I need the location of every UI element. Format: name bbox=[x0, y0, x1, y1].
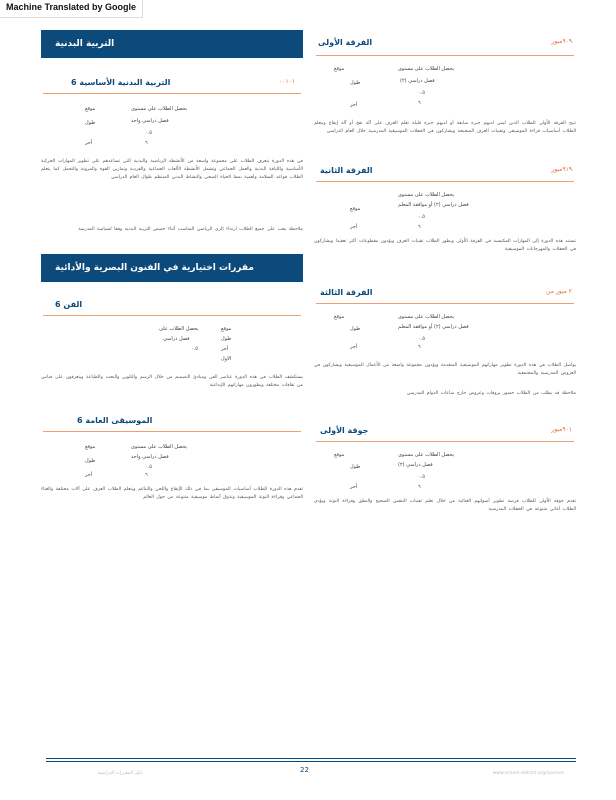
course-header bbox=[316, 34, 574, 56]
meta-label: طول bbox=[350, 326, 361, 332]
page-number: 22 bbox=[300, 766, 309, 774]
meta-value: ٦ bbox=[418, 484, 421, 490]
meta-label: طول bbox=[221, 336, 232, 342]
meta-value: ٠.٥ bbox=[418, 214, 425, 220]
meta-value: ٦ bbox=[418, 100, 421, 106]
section-header-physical-education bbox=[41, 30, 303, 58]
course-title: الفرقة الأولى bbox=[318, 38, 373, 47]
section-title: مقررات اختيارية في الفنون البصرية والأدائية bbox=[55, 263, 254, 273]
course-band-1 bbox=[314, 34, 576, 136]
meta-value: فصل دراسي (٢) أو موافقة المعلم bbox=[398, 324, 469, 330]
course-header bbox=[43, 412, 301, 432]
course-code: ٢ ميور من bbox=[546, 288, 572, 295]
course-band-2 bbox=[314, 162, 576, 254]
course-code: ٩٠٩ميور bbox=[551, 38, 572, 45]
meta-value: فصل دراسي (٢) أو موافقة المعلم bbox=[398, 202, 469, 208]
meta-label: موقع bbox=[221, 326, 232, 332]
course-meta bbox=[41, 438, 303, 478]
meta-label: أجر bbox=[221, 346, 229, 352]
course-art bbox=[41, 296, 303, 390]
course-title: الموسيقى العامة 6 bbox=[77, 416, 153, 425]
meta-label: موقع bbox=[350, 206, 361, 212]
meta-label: موقع bbox=[334, 452, 345, 458]
footer-rule bbox=[46, 758, 576, 759]
course-title: الفن 6 bbox=[55, 300, 83, 309]
course-meta bbox=[314, 448, 576, 492]
meta-value: ٠.٥ bbox=[145, 130, 152, 136]
meta-label: أجر bbox=[350, 484, 358, 490]
meta-value: ٠.٥ bbox=[418, 336, 425, 342]
meta-label: أجر bbox=[350, 224, 358, 230]
course-code: ٩٠١ميور bbox=[551, 426, 572, 433]
course-header bbox=[43, 296, 301, 316]
meta-value: يحصل الطلاب على مستوى bbox=[398, 314, 455, 320]
meta-label: موقع bbox=[334, 66, 345, 72]
course-description: تتيح الفرقة الأولى للطلاب الذين ليس لديهم خبرة سابقة أو لديهم خبرة قليلة تعلم العزف على آلة نفخ أو آلة إيقاع ويتعلم الطلاب أساسيات قراءة الموسيقى وتقنيات العزف الصحيحة ويشاركون في الحفلات الموسيقية المدرسية خلال العام الدراسي bbox=[314, 121, 576, 134]
course-title: جوقة الأولى bbox=[320, 426, 369, 435]
footer-rule bbox=[46, 761, 576, 762]
section-title: التربية البدنية bbox=[55, 39, 115, 49]
meta-value: ٠.٥ bbox=[418, 90, 425, 96]
course-meta bbox=[41, 100, 303, 148]
meta-value: ٦ bbox=[145, 472, 148, 478]
meta-value: ٦ bbox=[418, 344, 421, 350]
machine-translation-banner: Machine Translated by Google bbox=[0, 0, 143, 18]
course-general-music bbox=[41, 412, 303, 502]
course-title: التربية البدنية الأساسية 6 bbox=[71, 78, 171, 87]
meta-label: طول bbox=[350, 80, 361, 86]
right-column bbox=[314, 30, 576, 514]
meta-label: أجر bbox=[350, 344, 358, 350]
left-column bbox=[41, 30, 303, 502]
course-description: تقدم جوقة الأولى للطلاب فرصة تطوير أصواتهم الغنائية من خلال تعلم تقنيات التنفس الصحيح والنطق وقراءة النوتة ويؤدي الطلاب أغاني متنوعة في الحفلات المدرسية bbox=[314, 499, 576, 512]
meta-label: الاول bbox=[221, 356, 232, 362]
course-description: تستند هذه الدورة إلى المهارات المكتسبة في الفرقة الأولى ويطور الطلاب تقنيات العزف ويؤدون مقطوعات أكثر تعقيدا ويشاركون في الحفلات والمهرجانات الموسيقية bbox=[314, 239, 576, 252]
course-description: يواصل الطلاب في هذه الدورة تطوير مهاراتهم الموسيقية المتقدمة ويؤدون مجموعة واسعة من الأعمال الموسيقية ويشاركون في العروض المدرسية والمجتمعية bbox=[314, 363, 576, 376]
meta-value: فصل دراسي (٢) bbox=[400, 78, 435, 84]
meta-label: طول bbox=[85, 458, 96, 464]
course-code: ٩١٩ميور bbox=[551, 166, 572, 173]
course-meta bbox=[314, 310, 576, 354]
meta-value: ٠.٥ bbox=[145, 464, 152, 470]
course-header bbox=[316, 284, 574, 304]
course-basic-pe bbox=[41, 74, 303, 234]
meta-label: أجر bbox=[350, 102, 358, 108]
course-header bbox=[316, 422, 574, 442]
meta-value: فصل دراسي واحد bbox=[131, 118, 169, 124]
meta-value: يحصل الطلاب على مستوى bbox=[398, 452, 455, 458]
meta-value: يحصل الطلاب على مستوى bbox=[398, 66, 455, 72]
meta-value: ٦ bbox=[418, 224, 421, 230]
footer-left-text: دليل المقررات الدراسية bbox=[98, 771, 143, 776]
course-header bbox=[43, 74, 301, 94]
course-meta bbox=[314, 62, 576, 110]
meta-label: أجر bbox=[85, 140, 93, 146]
course-code: ٠٠١٠١ bbox=[278, 78, 295, 85]
section-header-arts-electives bbox=[41, 254, 303, 282]
meta-value: ٠.٥ bbox=[418, 474, 425, 480]
meta-label: أجر bbox=[85, 472, 93, 478]
meta-value: فصل دراسي واحد bbox=[131, 454, 169, 460]
course-meta bbox=[41, 322, 303, 368]
course-choir-1 bbox=[314, 422, 576, 514]
course-title: الفرقة الثالثة bbox=[320, 288, 373, 297]
course-meta bbox=[314, 188, 576, 232]
meta-value: ٦ bbox=[145, 140, 148, 146]
course-band-3 bbox=[314, 284, 576, 398]
footer-right-text: www.school-district.org/courses bbox=[492, 771, 564, 776]
meta-label: طول bbox=[350, 464, 361, 470]
meta-label: موقع bbox=[334, 314, 345, 320]
meta-label: طول bbox=[85, 120, 96, 126]
course-header bbox=[316, 162, 574, 182]
meta-value: فصل دراسي (٢) bbox=[398, 462, 433, 468]
course-title: الفرقة الثانية bbox=[320, 166, 373, 175]
course-description: يستكشف الطلاب في هذه الدورة عناصر الفن ومبادئ التصميم من خلال الرسم والتلوين والنحت والطباعة ويتعرفون على فنانين من ثقافات مختلفة ويطورون مهاراتهم الإبداعية bbox=[41, 375, 303, 388]
meta-label: موقع bbox=[85, 444, 96, 450]
course-description: في هذه الدورة يتعرف الطلاب على مجموعة واسعة من الأنشطة الرياضية والبدنية التي تساعدهم على تطوير المهارات الحركية الأساسية واللياقة البدنية والعمل الجماعي وتشمل الأنشطة الألعاب الجماعية والفردية وتمارين القوة والمرونة والتحمل كما يتعلم الطلاب قواعد السلامة وأهمية نمط الحياة الصحي والنشاط البدني المنتظم طوال العام الدراسي bbox=[41, 159, 303, 180]
course-note: ملاحظة يجب على جميع الطلاب ارتداء الزي الرياضي المناسب أثناء حصص التربية البدنية وفقا لسياسة المدرسة bbox=[78, 227, 303, 232]
course-note: ملاحظة قد يطلب من الطلاب حضور بروفات وعروض خارج ساعات الدوام المدرسي bbox=[406, 391, 576, 396]
meta-label: موقع bbox=[85, 106, 96, 112]
meta-value: يحصل الطلاب على bbox=[159, 326, 199, 332]
course-description: تقدم هذه الدورة للطلاب أساسيات الموسيقى بما في ذلك الإيقاع واللحن والتناغم ويتعلم الطلاب العزف على آلات مختلفة والغناء الجماعي وقراءة النوتة الموسيقية وتذوق أنماط موسيقية متنوعة من حول العالم bbox=[41, 487, 303, 500]
meta-value: فصل دراسي bbox=[163, 336, 190, 342]
meta-value: يحصل الطلاب على مستوى bbox=[398, 192, 455, 198]
meta-value: يحصل الطلاب على مستوى bbox=[131, 106, 188, 112]
meta-value: يحصل الطلاب على مستوى bbox=[131, 444, 188, 450]
meta-value: ٠.٥ bbox=[191, 346, 198, 352]
